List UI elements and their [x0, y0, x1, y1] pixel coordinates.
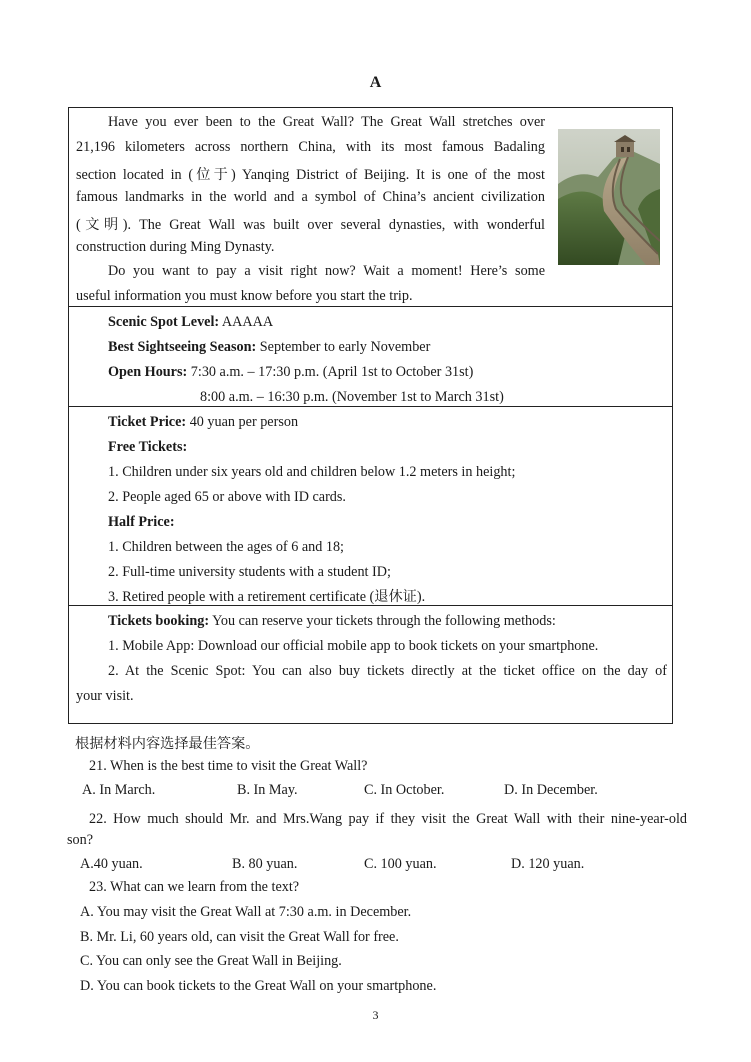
half-price-heading: Half Price: [108, 514, 175, 530]
question-stem: 21. When is the best time to visit the Great Wall? [89, 758, 368, 774]
question-option: A. In March. [82, 782, 156, 798]
question-option: D. In December. [504, 782, 598, 798]
ticket-price: Ticket Price: 40 yuan per person [108, 414, 299, 430]
question-stem-cont: son? [67, 832, 94, 848]
question-option: C. 100 yuan. [364, 856, 437, 872]
question-option: C. You can only see the Great Wall in Beijing. [80, 953, 342, 969]
question-option: B. Mr. Li, 60 years old, can visit the Great Wall for free. [80, 929, 399, 945]
booking-method-cont: your visit. [76, 688, 134, 704]
best-season: Best Sightseeing Season: September to early November [108, 339, 431, 355]
question-option: B. In May. [237, 782, 298, 798]
question-option: D. 120 yuan. [511, 856, 585, 872]
booking-intro: Tickets booking: You can reserve your tickets through the following methods: [108, 613, 556, 629]
question-option: A.40 yuan. [80, 856, 143, 872]
question-option: A. You may visit the Great Wall at 7:30 a.m. in December. [80, 904, 412, 920]
question-option: D. You can book tickets to the Great Wall on your smartphone. [80, 978, 437, 994]
instruction: 根据材料内容选择最佳答案。 [75, 736, 260, 752]
great-wall-photo [558, 129, 660, 265]
question-stem: 23. What can we learn from the text? [89, 879, 300, 895]
intro-line: useful information you must know before you start the trip. [76, 288, 413, 304]
open-hours: Open Hours: 7:30 a.m. – 17:30 p.m. (April 1st to October 31st) [108, 364, 474, 380]
info-box [68, 107, 673, 724]
intro-line: construction during Ming Dynasty. [76, 239, 275, 255]
intro-line: Have you ever been to the Great Wall? The Great Wall stretches over [108, 114, 545, 130]
booking-method: 1. Mobile App: Download our official mobile app to book tickets on your smartphone. [108, 638, 599, 654]
half-price-item: 3. Retired people with a retirement certificate (退休证). [108, 589, 426, 605]
half-price-item: 1. Children between the ages of 6 and 18; [108, 539, 344, 555]
booking-method: 2. At the Scenic Spot: You can also buy tickets directly at the ticket office on the day of [108, 663, 667, 679]
question-stem: 22. How much should Mr. and Mrs.Wang pay if they visit the Great Wall with their nine-year-old [89, 811, 687, 827]
question-option: B. 80 yuan. [232, 856, 298, 872]
question-option: C. In October. [364, 782, 445, 798]
intro-line: section located in (位于) Yanqing District of Beijing. It is one of the most [76, 167, 545, 183]
free-ticket-item: 2. People aged 65 or above with ID cards. [108, 489, 346, 505]
free-ticket-item: 1. Children under six years old and children below 1.2 meters in height; [108, 464, 516, 480]
free-tickets-heading: Free Tickets: [108, 439, 188, 455]
open-hours-winter: 8:00 a.m. – 16:30 p.m. (November 1st to March 31st) [200, 389, 504, 405]
intro-line: famous landmarks in the world and a symbol of China’s ancient civilization [76, 189, 545, 205]
scenic-level: Scenic Spot Level: AAAAA [108, 314, 274, 330]
intro-line: (文明). The Great Wall was built over several dynasties, with wonderful [76, 217, 545, 233]
half-price-item: 2. Full-time university students with a student ID; [108, 564, 391, 580]
section-title: A [369, 74, 382, 91]
intro-line: Do you want to pay a visit right now? Wait a moment! Here’s some [108, 263, 545, 279]
page-number: 3 [372, 1008, 379, 1022]
intro-line: 21,196 kilometers across northern China, with its most famous Badaling [76, 139, 545, 155]
